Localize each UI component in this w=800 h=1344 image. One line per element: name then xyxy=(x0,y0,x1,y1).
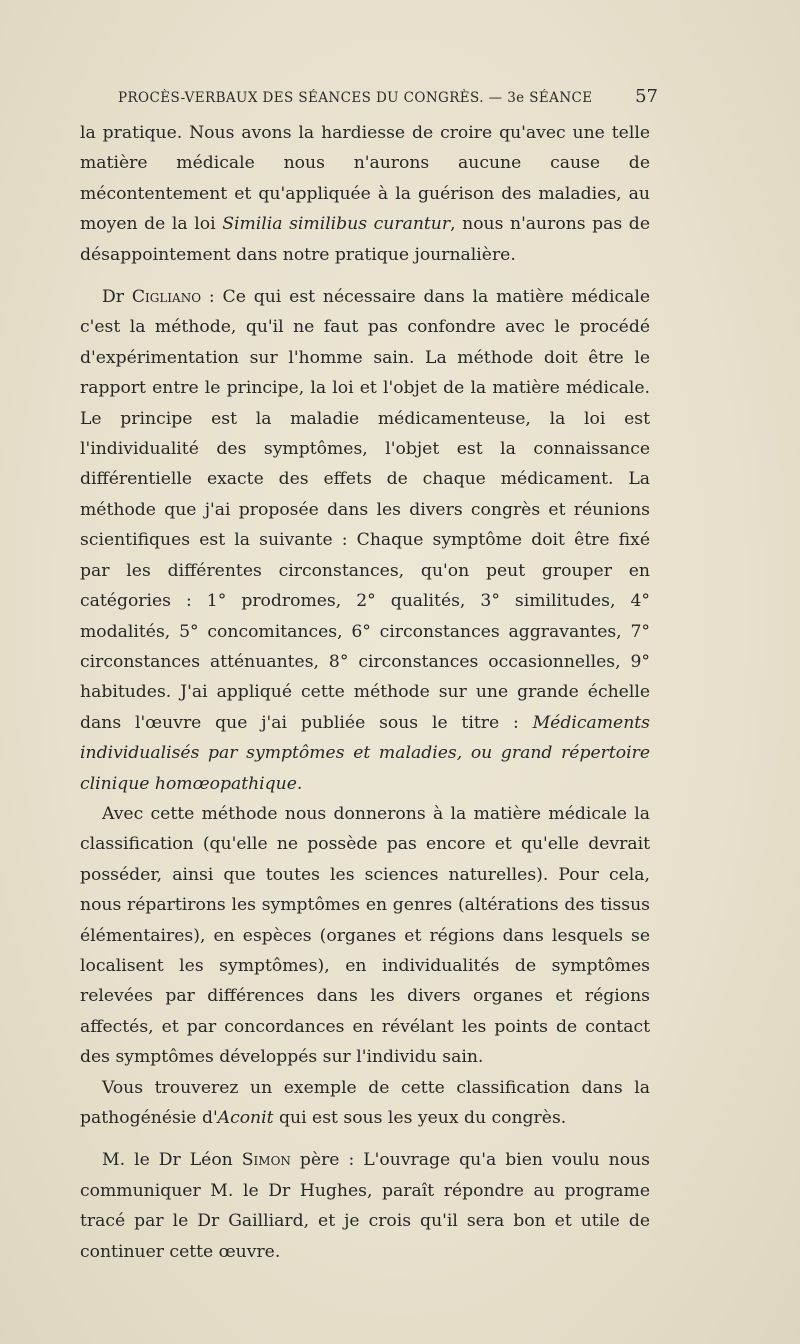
paragraph-4-text-a: Vous trouverez un exemple de cette classification dans la pathogénésie d' xyxy=(80,1077,650,1128)
paragraph-2-text: : Ce qui est nécessaire dans la matière médicale c'est la méthode, qu'il ne faut pas confondre avec le procédé d'expérimentation sur l'homme sain. La méthode doit être le rapport entre le principe, la loi et l'objet de la matière médicale. Le principe est la maladie médicamenteuse, la loi est l'individualité des symptômes, l'objet est la connaissance différentielle exacte des effets de chaque médicament. La méthode que j'ai proposée dans les divers congrès et réunions scientifiques est la suivante : Chaque symptôme doit être fixé par les différentes circonstances, qu'on peut grouper en catégories : 1° prodromes, 2° qualités, 3° similitudes, 4° modalités, 5° concomitances, 6° circonstances aggravantes, 7° circonstances atténuantes, 8° circonstances occasionnelles, 9° habitudes. J'ai appliqué cette méthode sur une grande échelle dans l'œuvre que j'ai publiée sous le titre : xyxy=(80,287,650,733)
paragraph-1-text-a: la pratique. Nous avons la hardiesse de croire qu'avec une telle matière médicale nous n'aurons aucune cause de mécontentement et qu'appliquée à la guérison des maladies, au moyen de la loi xyxy=(80,123,650,235)
page-header xyxy=(118,86,658,114)
paragraph-5 xyxy=(80,1145,650,1267)
paragraph-2 xyxy=(80,282,650,799)
paragraph-4-text-b: qui est sous les yeux du congrès. xyxy=(273,1108,567,1128)
speaker-first-name: Léon xyxy=(180,1150,242,1171)
paragraph-1 xyxy=(80,118,650,270)
paragraph-1-text-b: , nous n'aurons pas de désappointement dans notre pratique journalière. xyxy=(80,214,650,265)
speaker-title: Dr xyxy=(158,1150,181,1171)
paragraph-5-prefix: M. le xyxy=(102,1150,159,1171)
paragraph-5-text: père : L'ouvrage qu'a bien voulu nous communiquer M. le Dr Hughes, paraît répondre au programe tracé par le Dr Gailliard, et je crois qu'il sera bon et utile de continuer cette œuvre. xyxy=(80,1150,650,1262)
remedy-name: Aconit xyxy=(217,1108,274,1128)
body-text xyxy=(80,118,650,1267)
running-title: PROCÈS-VERBAUX DES SÉANCES DU CONGRÈS. — 3e SÉANCE xyxy=(118,90,593,106)
book-title: Médicaments individualisés par symptômes et maladies, ou grand répertoire clinique homœopathique. xyxy=(80,712,650,794)
latin-maxim: Similia similibus curantur xyxy=(222,214,451,235)
paragraph-4 xyxy=(80,1073,650,1134)
page-number: 57 xyxy=(635,86,658,107)
speaker-name: Cigliano xyxy=(131,287,202,308)
speaker-name: Simon xyxy=(241,1150,291,1171)
paragraph-3: Avec cette méthode nous donnerons à la matière médicale la classification (qu'elle ne possède pas encore et qu'elle devrait posséder, ainsi que toutes les sciences naturelles). Pour cela, nous répartirons les symptômes en genres (altérations des tissus élémentaires), en espèces (organes et régions dans lesquels se localisent les symptômes), en individualités de symptômes relevées par différences dans les divers organes et régions affectés, et par concordances en révélant les points de contact des symptômes développés sur l'individu sain. xyxy=(80,803,650,1068)
speaker-title: Dr xyxy=(102,287,124,308)
